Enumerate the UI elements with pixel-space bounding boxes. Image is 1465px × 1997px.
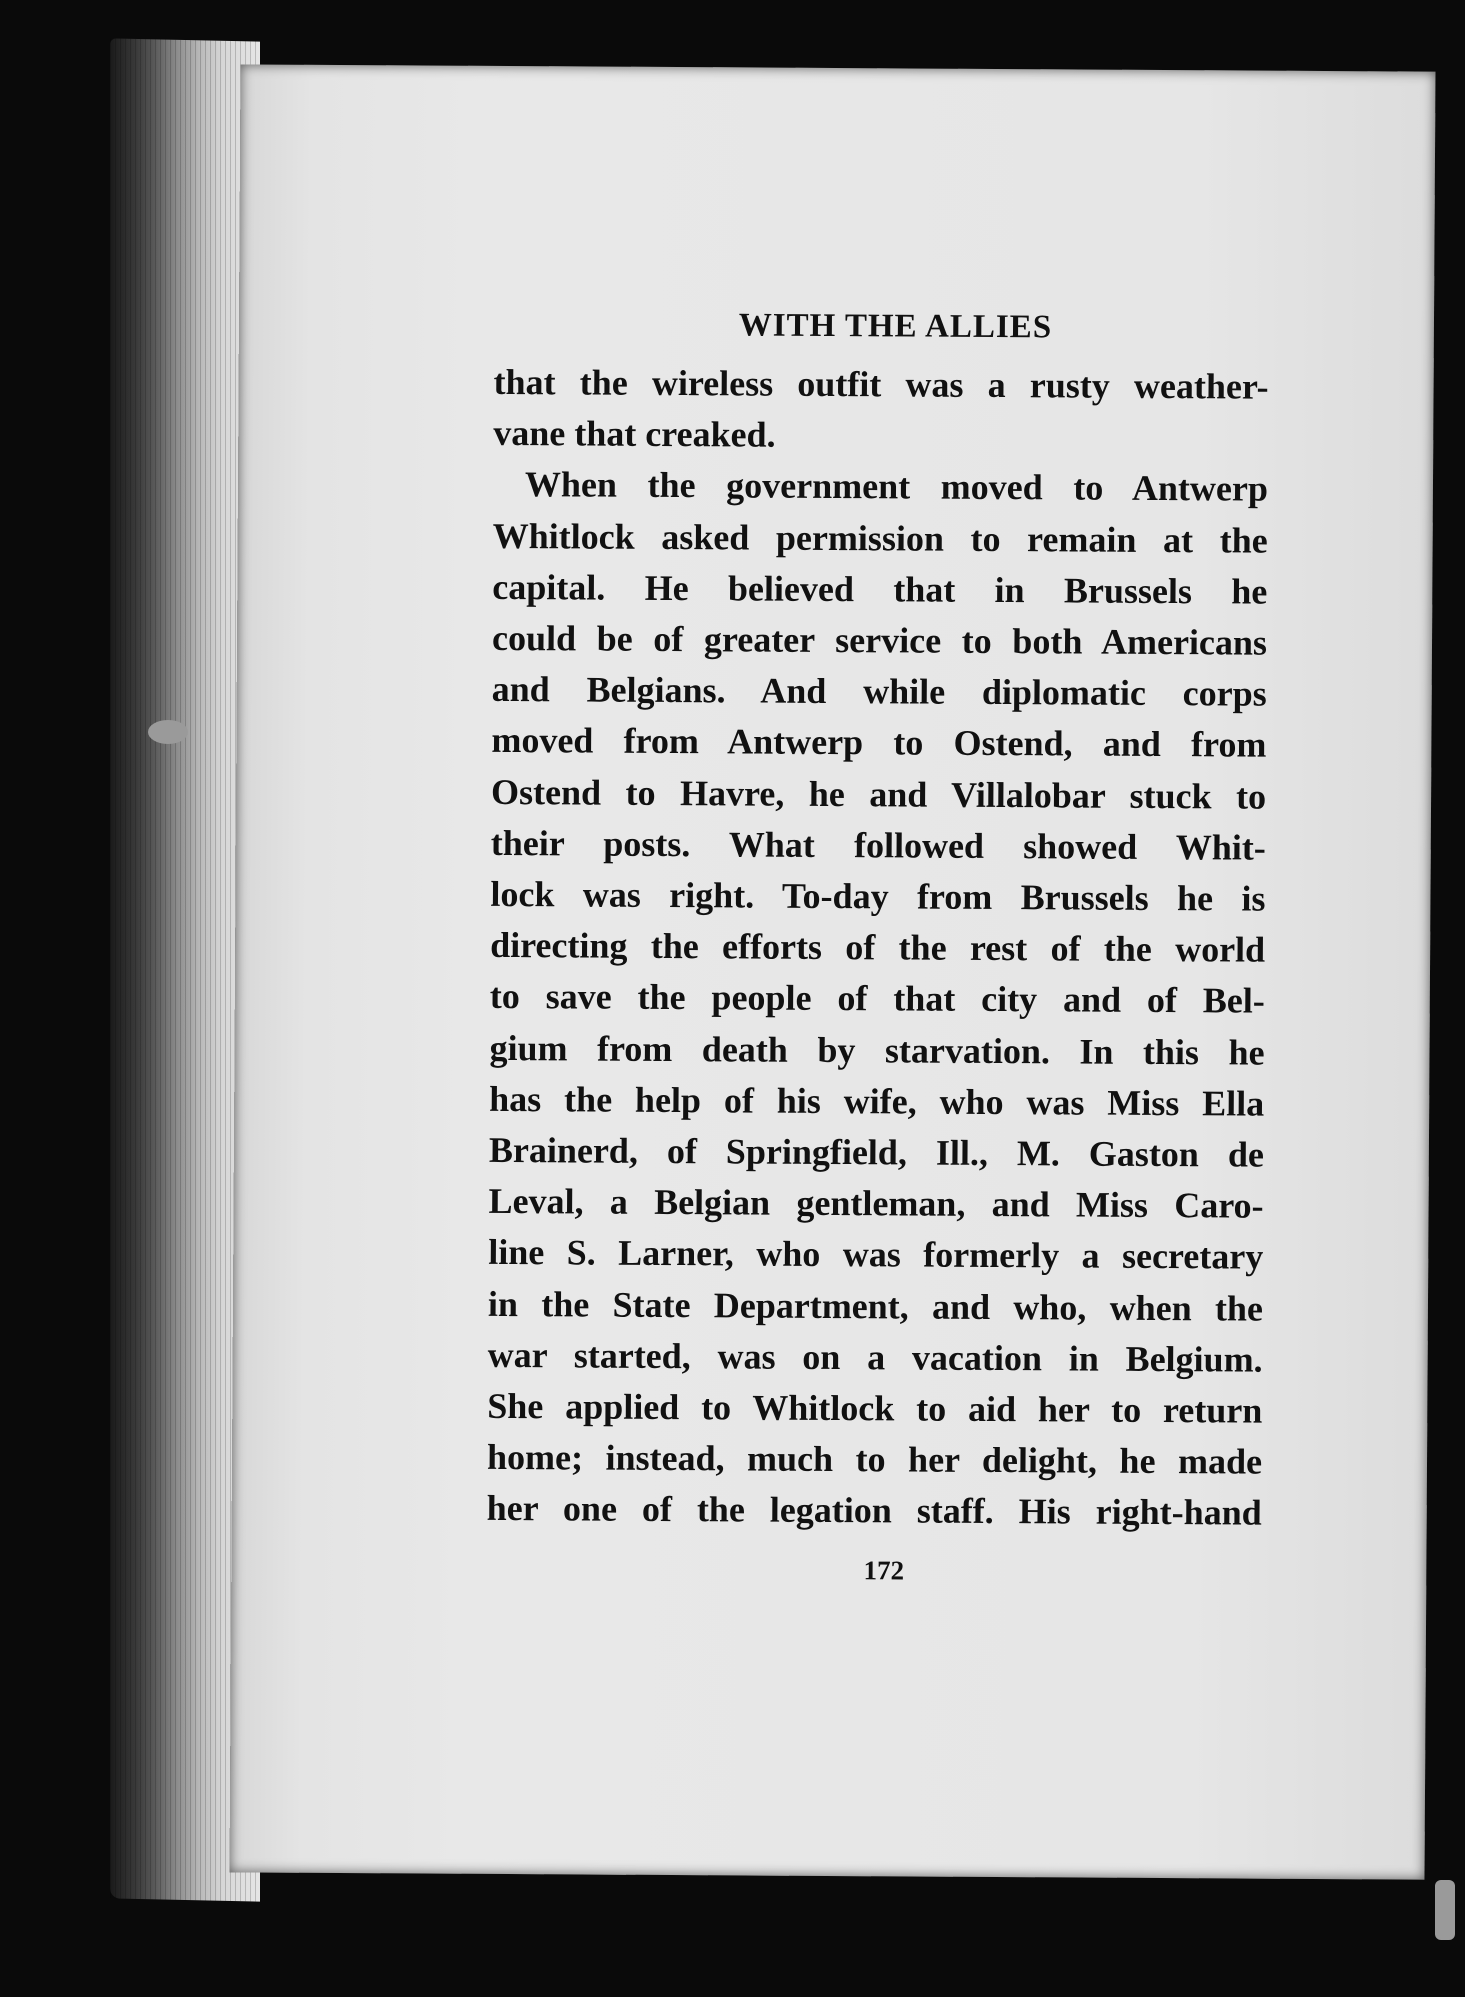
text-line: and Belgians. And while diplomatic corps <box>491 669 1267 714</box>
scan-speck <box>1435 1880 1455 1940</box>
text-line: Whitlock asked permission to remain at the <box>492 515 1268 561</box>
text-line: vane that creaked. <box>493 413 776 455</box>
running-head: WITH THE ALLIES <box>738 307 1053 346</box>
text-line: her one of the legation staff. His right-hand <box>486 1488 1262 1534</box>
text-line: gium from death by starvation. In this he <box>489 1027 1265 1073</box>
scan-speck <box>148 720 188 744</box>
text-line: directing the efforts of the rest of the world <box>490 925 1266 970</box>
text-line: in the State Department, and who, when the <box>487 1283 1264 1329</box>
text-line: capital. He believed that in Brussels he <box>492 566 1268 612</box>
text-line: their posts. What followed showed Whit- <box>490 822 1266 868</box>
page-number: 172 <box>863 1554 905 1586</box>
text-line: war started, was on a vacation in Belgium. <box>487 1334 1263 1380</box>
text-line: line S. Larner, who was formerly a secretary <box>488 1232 1264 1278</box>
text-line: lock was right. To-day from Brussels he is <box>490 873 1266 919</box>
text-line: home; instead, much to her delight, he made <box>486 1437 1263 1482</box>
text-line: could be of greater service to both Americans <box>491 617 1268 663</box>
text-line: Ostend to Havre, he and Villalobar stuck to <box>490 771 1267 817</box>
text-line: When the government moved to Antwerp <box>524 464 1269 510</box>
text-line: that the wireless outfit was a rusty weather- <box>493 361 1269 407</box>
book-page <box>229 64 1435 1879</box>
text-line: Brainerd, of Springfield, Ill., M. Gaston de <box>488 1129 1265 1175</box>
text-line: has the help of his wife, who was Miss Ella <box>489 1078 1265 1124</box>
text-line: Leval, a Belgian gentleman, and Miss Caro- <box>488 1181 1264 1226</box>
text-line: She applied to Whitlock to aid her to return <box>487 1385 1263 1431</box>
text-line: moved from Antwerp to Ostend, and from <box>491 720 1267 766</box>
text-line: to save the people of that city and of Bel- <box>489 976 1265 1022</box>
page-text-block <box>486 306 1269 1588</box>
